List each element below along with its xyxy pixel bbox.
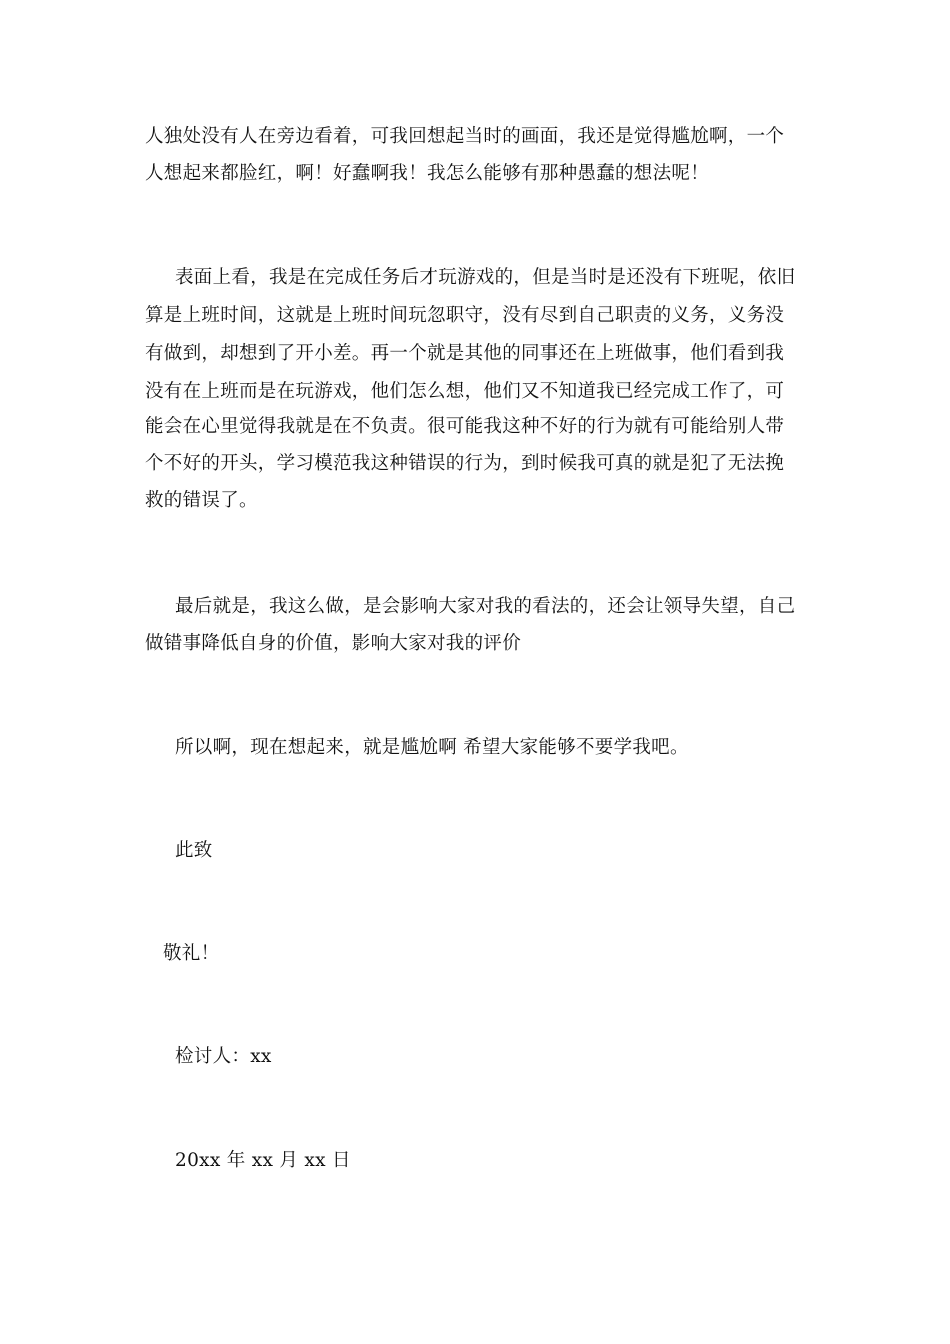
date-line: 20xx 年 xx 月 xx 日 [175, 1150, 351, 1171]
paragraph-4-line-1: 所以啊，现在想起来，就是尴尬啊 希望大家能够不要学我吧。 [175, 737, 689, 758]
closing-respect: 敬礼！ [163, 943, 220, 964]
paragraph-2-line-1: 表面上看，我是在完成任务后才玩游戏的，但是当时是还没有下班呢，依旧 [175, 267, 796, 288]
paragraph-1-line-2: 人想起来都脸红，啊！好蠢啊我！我怎么能够有那种愚蠢的想法呢！ [145, 163, 710, 184]
closing-salutation: 此致 [175, 840, 213, 861]
signer-line: 检讨人：xx [175, 1046, 272, 1067]
paragraph-3-line-1: 最后就是，我这么做，是会影响大家对我的看法的，还会让领导失望，自己 [175, 596, 796, 617]
paragraph-2-line-6: 个不好的开头，学习模范我这种错误的行为，到时候我可真的就是犯了无法挽 [145, 453, 785, 474]
paragraph-3-line-2: 做错事降低自身的价值，影响大家对我的评价 [145, 633, 522, 654]
paragraph-2-line-3: 有做到，却想到了开小差。再一个就是其他的同事还在上班做事，他们看到我 [145, 343, 785, 364]
paragraph-1-line-1: 人独处没有人在旁边看着，可我回想起当时的画面，我还是觉得尴尬啊，一个 [145, 126, 785, 147]
paragraph-2-line-4: 没有在上班而是在玩游戏，他们怎么想，他们又不知道我已经完成工作了，可 [145, 381, 785, 402]
paragraph-2-line-2: 算是上班时间，这就是上班时间玩忽职守，没有尽到自己职责的义务，义务没 [145, 305, 785, 326]
paragraph-2-line-7: 救的错误了。 [145, 490, 258, 511]
paragraph-2-line-5: 能会在心里觉得我就是在不负责。很可能我这种不好的行为就有可能给别人带 [145, 416, 785, 437]
